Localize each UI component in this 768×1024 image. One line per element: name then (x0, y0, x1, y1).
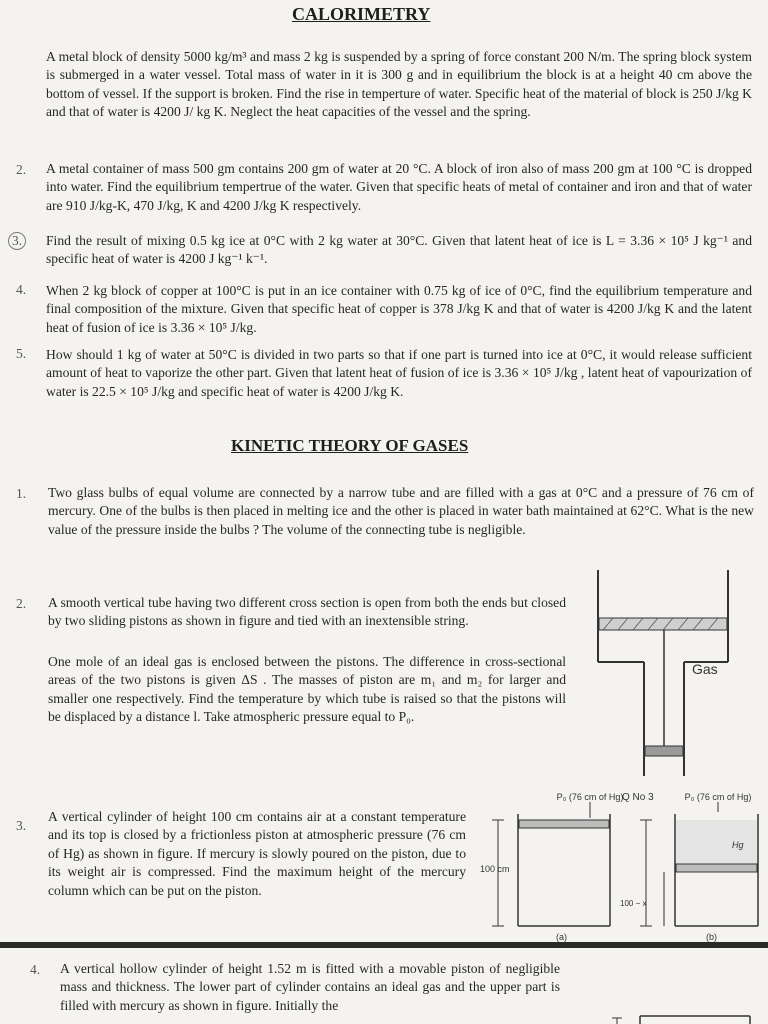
question-number: 3. (16, 818, 27, 833)
section-title-calorimetry: CALORIMETRY (292, 4, 431, 24)
question-text-continued: One mole of an ideal gas is enclosed between the pistons. The difference in cross-sectional areas of the two pistons is given ΔS . The masses of piston are m₁ and m₂ for larger and smaller one respectively. Find the temperature by which tube is raised so that the pistons will be displaced by a distance l. Take atmospheric pressure equal to P₀. (48, 653, 566, 725)
question-number: 1. (16, 486, 27, 501)
question-number: 5. (16, 346, 27, 361)
question-text: A metal block of density 5000 kg/m³ and mass 2 kg is suspended by a spring of force constant 200 N/m. The spring block system is submerged in a water vessel. Total mass of water in it is 300 g and in equilibrium the block is at a height 40 cm above the bottom of vessel. If the support is broken. Find the rise in temperture of water. Specific heat of the material of block is 250 J/kg K and that of water is 4200 J/ kg K. Neglect the heat capacities of the vessel and the spring. (46, 49, 752, 120)
fig-tag: Q No 3 (622, 792, 654, 803)
calorimetry-question-3 (46, 232, 752, 269)
calorimetry-question-4 (46, 282, 752, 337)
fig-a-caption: (a) (556, 932, 567, 942)
fig-a-top-label: P₀ (76 cm of Hg) (556, 792, 624, 802)
figure-piston-tube (588, 566, 758, 786)
calorimetry-question-1 (46, 48, 752, 122)
kinetic-question-3 (48, 808, 466, 900)
question-number: 3. (8, 232, 26, 250)
question-text: When 2 kg block of copper at 100°C is put in an ice container with 0.75 kg of ice of 0°C, find the equilibrium temperature and final composition of the mixture. Given that specific heat of copper is 378 J/kg K and that of water is 4200 J/kg K and the latent heat of fusion of ice is 3.36 × 10⁵ J/kg. (46, 283, 752, 335)
fig-a-height-label: 100 cm (480, 864, 510, 874)
gas-label: Gas (692, 661, 718, 677)
question-text: A smooth vertical tube having two different cross section is open from both the ends but closed by two sliding pistons as shown in figure and tied with an inextensible string. (48, 595, 566, 629)
question-number: 2. (16, 162, 27, 177)
calorimetry-question-2 (46, 160, 752, 215)
fig-b-height-label: 100 − x (620, 899, 647, 908)
question-text: Find the result of mixing 0.5 kg ice at 0°C with 2 kg water at 30°C. Given that latent heat of ice is L = 3.36 × 10⁵ J kg⁻¹ and specific heat of water is 4200 J kg⁻¹ k⁻¹. (46, 233, 752, 267)
calorimetry-question-5 (46, 346, 752, 401)
figure-mercury-cylinder (470, 780, 760, 945)
question-number: 4. (30, 962, 41, 977)
question-text: How should 1 kg of water at 50°C is divided in two parts so that if one part is turned into ice at 0°C, it would release sufficient amount of heat to vaporize the other part. Given that latent heat of fusion of ice is 3.36 × 10⁵ J/kg , latent heat of vapourization of water is 22.5 × 10⁵ J/kg and specific heat of water is 4200 J/kg K. (46, 347, 752, 399)
page-divider (0, 942, 768, 948)
question-text: Two glass bulbs of equal volume are connected by a narrow tube and are filled with a gas at 0°C and a pressure of 76 cm of mercury. One of the bulbs is then placed in melting ice and the other is placed in water bath maintained at 62°C. What is the new value of the pressure inside the bulbs ? The volume of the connecting tube is negligible. (48, 485, 754, 537)
question-number: 4. (16, 282, 27, 297)
question-text: A metal container of mass 500 gm contains 200 gm of water at 20 °C. A block of iron also of mass 200 gm at 100 °C is dropped into water. Find the equilibrium tempertrue of the water. Given that specific heats of metal of container and iron and that of water are 910 J/kg-K, 470 J/kg, K and 4200 J/kg K respectively. (46, 161, 752, 213)
section-title-kinetic-theory: KINETIC THEORY OF GASES (231, 436, 469, 455)
kinetic-question-4 (60, 960, 560, 1015)
question-text: A vertical cylinder of height 100 cm contains air at a constant temperature and its top is closed by a frictionless piston at atmospheric pressure (76 cm of Hg) as shown in figure. If mercury is slowly poured on the piston, due to its weight air is compressed. Find the maximum height of the mercury column which can be put on the piston. (48, 809, 466, 898)
question-number: 2. (16, 596, 27, 611)
kinetic-question-1 (48, 484, 754, 539)
fig-b-caption: (b) (706, 932, 717, 942)
figure-q4-partial (612, 1010, 752, 1024)
kinetic-question-2 (48, 594, 566, 726)
question-text: A vertical hollow cylinder of height 1.52 m is fitted with a movable piston of negligible mass and thickness. The lower part of cylinder contains an ideal gas and the upper part is filled with mercury as shown in figure. Initially the (60, 961, 560, 1013)
fig-b-top-label: P₀ (76 cm of Hg) (684, 792, 752, 802)
fig-b-hg-label: Hg (732, 840, 744, 850)
